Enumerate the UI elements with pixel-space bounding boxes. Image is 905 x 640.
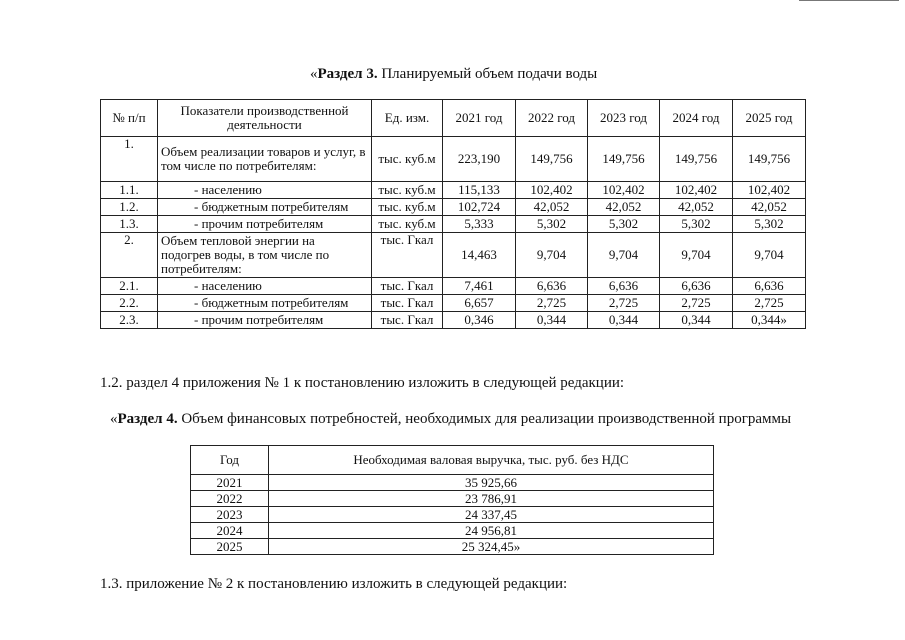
row-value-2021: 223,190 bbox=[443, 137, 516, 182]
section-3-title-bold: Раздел 3. bbox=[317, 66, 378, 82]
row-unit: тыс. куб.м bbox=[372, 199, 443, 216]
row-unit: тыс. куб.м bbox=[372, 137, 443, 182]
table-row bbox=[101, 312, 806, 329]
table-row bbox=[101, 216, 806, 233]
row-num: 1.2. bbox=[101, 199, 158, 216]
row-value-2022: 42,052 bbox=[516, 199, 588, 216]
row-value-2022: 0,344 bbox=[516, 312, 588, 329]
header-2024: 2024 год bbox=[660, 100, 733, 137]
section-4-title-text: Объем финансовых потребностей, необходимых для реализации производственной программы bbox=[177, 411, 792, 427]
section-3-title-text: Планируемый объем подачи воды bbox=[377, 66, 598, 82]
row-value-2023: 5,302 bbox=[588, 216, 660, 233]
section-3-table bbox=[100, 99, 806, 329]
row-value-2023: 42,052 bbox=[588, 199, 660, 216]
row-value-2025: 149,756 bbox=[733, 137, 806, 182]
row-num: 2.2. bbox=[101, 295, 158, 312]
table-row bbox=[101, 182, 806, 199]
header-2023: 2023 год bbox=[588, 100, 660, 137]
row-revenue: 24 956,81 bbox=[269, 523, 714, 539]
row-unit: тыс. Гкал bbox=[372, 312, 443, 329]
row-unit: тыс. Гкал bbox=[372, 278, 443, 295]
row-year: 2022 bbox=[191, 491, 269, 507]
table-row bbox=[101, 233, 806, 278]
row-label: - прочим потребителям bbox=[158, 312, 372, 329]
row-label: - бюджетным потребителям bbox=[158, 295, 372, 312]
section-3-quote-mark: « bbox=[310, 66, 318, 82]
row-value-2023: 0,344 bbox=[588, 312, 660, 329]
row-unit: тыс. Гкал bbox=[372, 295, 443, 312]
header-unit: Ед. изм. bbox=[372, 100, 443, 137]
row-value-2021: 102,724 bbox=[443, 199, 516, 216]
row-value-2022: 149,756 bbox=[516, 137, 588, 182]
row-label: Объем реализации товаров и услуг, в том числе по потребителям: bbox=[158, 137, 372, 182]
row-label: Объем тепловой энергии на подогрев воды, в том числе по потребителям: bbox=[158, 233, 372, 278]
row-num: 1.3. bbox=[101, 216, 158, 233]
section-4-title-bold: Раздел 4. bbox=[117, 411, 178, 427]
row-value-2025: 9,704 bbox=[733, 233, 806, 278]
row-value-2024: 9,704 bbox=[660, 233, 733, 278]
table-row bbox=[191, 475, 714, 491]
table-header-row bbox=[101, 100, 806, 137]
row-num: 2. bbox=[101, 233, 158, 278]
row-label: - прочим потребителям bbox=[158, 216, 372, 233]
row-value-2025: 6,636 bbox=[733, 278, 806, 295]
row-value-2022: 102,402 bbox=[516, 182, 588, 199]
row-value-2025: 5,302 bbox=[733, 216, 806, 233]
table-row bbox=[101, 295, 806, 312]
section-4-table bbox=[190, 445, 714, 555]
row-value-2022: 6,636 bbox=[516, 278, 588, 295]
row-value-2021: 7,461 bbox=[443, 278, 516, 295]
row-label: - бюджетным потребителям bbox=[158, 199, 372, 216]
row-unit: тыс. куб.м bbox=[372, 216, 443, 233]
paragraph-1-3: 1.3. приложение № 2 к постановлению изложить в следующей редакции: bbox=[100, 576, 568, 592]
row-unit: тыс. Гкал bbox=[372, 233, 443, 278]
table-row bbox=[101, 278, 806, 295]
row-value-2025: 0,344» bbox=[733, 312, 806, 329]
row-value-2023: 9,704 bbox=[588, 233, 660, 278]
row-unit: тыс. куб.м bbox=[372, 182, 443, 199]
row-value-2024: 2,725 bbox=[660, 295, 733, 312]
row-value-2022: 2,725 bbox=[516, 295, 588, 312]
row-value-2022: 5,302 bbox=[516, 216, 588, 233]
paragraph-1-2: 1.2. раздел 4 приложения № 1 к постановлению изложить в следующей редакции: bbox=[100, 375, 625, 391]
header-revenue: Необходимая валовая выручка, тыс. руб. без НДС bbox=[269, 446, 714, 475]
row-value-2024: 6,636 bbox=[660, 278, 733, 295]
table-row bbox=[191, 539, 714, 555]
table-row bbox=[101, 137, 806, 182]
section-3-heading bbox=[310, 66, 597, 83]
row-value-2024: 149,756 bbox=[660, 137, 733, 182]
table-row bbox=[191, 507, 714, 523]
row-value-2023: 102,402 bbox=[588, 182, 660, 199]
table-row bbox=[191, 523, 714, 539]
header-year: Год bbox=[191, 446, 269, 475]
header-num: № п/п bbox=[101, 100, 158, 137]
row-value-2024: 5,302 bbox=[660, 216, 733, 233]
header-2021: 2021 год bbox=[443, 100, 516, 137]
row-year: 2021 bbox=[191, 475, 269, 491]
row-value-2021: 115,133 bbox=[443, 182, 516, 199]
row-value-2023: 149,756 bbox=[588, 137, 660, 182]
row-value-2025: 2,725 bbox=[733, 295, 806, 312]
row-value-2023: 6,636 bbox=[588, 278, 660, 295]
section-4-quote-mark: « bbox=[110, 411, 118, 427]
section-4-heading bbox=[110, 411, 791, 428]
table-row bbox=[101, 199, 806, 216]
table-header-row bbox=[191, 446, 714, 475]
row-num: 2.1. bbox=[101, 278, 158, 295]
row-year: 2025 bbox=[191, 539, 269, 555]
row-revenue: 24 337,45 bbox=[269, 507, 714, 523]
row-label: - населению bbox=[158, 182, 372, 199]
row-revenue: 23 786,91 bbox=[269, 491, 714, 507]
row-num: 1.1. bbox=[101, 182, 158, 199]
row-label: - населению bbox=[158, 278, 372, 295]
row-value-2022: 9,704 bbox=[516, 233, 588, 278]
row-value-2025: 42,052 bbox=[733, 199, 806, 216]
row-num: 1. bbox=[101, 137, 158, 182]
header-2022: 2022 год bbox=[516, 100, 588, 137]
table-row bbox=[191, 491, 714, 507]
top-right-rule bbox=[799, 0, 899, 1]
row-value-2021: 0,346 bbox=[443, 312, 516, 329]
row-value-2024: 102,402 bbox=[660, 182, 733, 199]
row-value-2024: 42,052 bbox=[660, 199, 733, 216]
row-value-2021: 14,463 bbox=[443, 233, 516, 278]
row-revenue: 35 925,66 bbox=[269, 475, 714, 491]
row-year: 2024 bbox=[191, 523, 269, 539]
row-revenue: 25 324,45» bbox=[269, 539, 714, 555]
header-2025: 2025 год bbox=[733, 100, 806, 137]
row-value-2023: 2,725 bbox=[588, 295, 660, 312]
row-value-2021: 5,333 bbox=[443, 216, 516, 233]
row-value-2025: 102,402 bbox=[733, 182, 806, 199]
row-num: 2.3. bbox=[101, 312, 158, 329]
row-value-2021: 6,657 bbox=[443, 295, 516, 312]
row-value-2024: 0,344 bbox=[660, 312, 733, 329]
row-year: 2023 bbox=[191, 507, 269, 523]
header-indicator: Показатели производственной деятельности bbox=[158, 100, 372, 137]
